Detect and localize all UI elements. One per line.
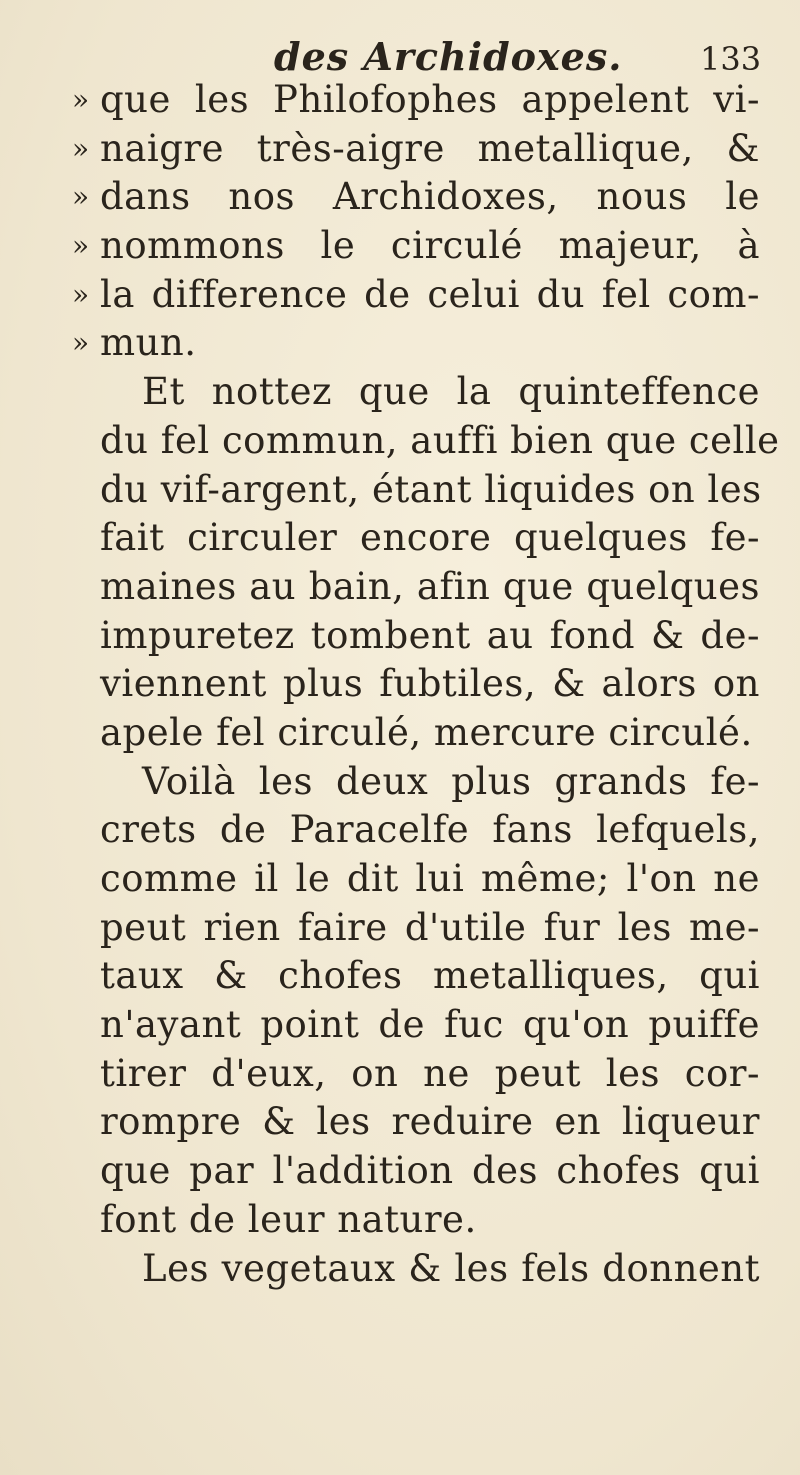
text-line: impuretez tombent au fond & de- <box>100 613 760 657</box>
quote-mark: » <box>72 229 90 263</box>
paragraph-first-line: Et nottez que la quinteffence <box>142 370 760 414</box>
text-line: maines au bain, afin que quelques <box>100 564 760 608</box>
text-line: viennent plus fubtiles, & alors on <box>100 662 760 706</box>
text-line: crets de Paracelfe fans lefquels, <box>100 808 760 852</box>
text-line: peut rien faire d'utile fur les me- <box>100 905 760 949</box>
text-line: comme il le dit lui même; l'on ne <box>100 857 760 900</box>
text-line: font de leur nature. <box>100 1197 477 1241</box>
text-line: » la difference de celui du fel com- <box>100 271 760 320</box>
quote-mark: » <box>72 180 90 214</box>
text-line: tirer d'eux, on ne peut les cor- <box>100 1051 760 1095</box>
quote-mark: » <box>72 277 90 311</box>
text-line: » que les Philofophes appelent vi- <box>100 76 760 125</box>
text-line: apele fel circulé, mercure circulé. <box>100 710 753 754</box>
running-title: des Archidoxes. <box>274 34 623 79</box>
quote-mark: » <box>72 83 90 116</box>
paragraph-first-line: Les vegetaux & les fels donnent <box>142 1246 760 1290</box>
text-line: que par l'addition des chofes qui <box>100 1149 760 1193</box>
text-line: » naigre très-aigre metallique, & <box>100 125 760 174</box>
text-line: » dans nos Archidoxes, nous le <box>100 173 760 222</box>
text-line: » mun. <box>100 319 760 368</box>
text-line: n'ayant point de fuc qu'on puiffe <box>100 1003 760 1047</box>
quote-mark: » <box>72 326 90 360</box>
quote-mark: » <box>72 131 90 165</box>
text-line: du vif-argent, étant liquides on les <box>100 467 762 511</box>
text-line: fait circuler encore quelques fe- <box>100 516 760 560</box>
text-line: rompre & les reduire en liqueur <box>100 1100 760 1144</box>
paragraph-first-line: Voilà les deux plus grands fe- <box>142 759 760 803</box>
text-line: taux & chofes metalliques, qui <box>100 954 760 998</box>
text-body <box>72 76 780 1293</box>
text-line: » nommons le circulé majeur, à <box>100 222 760 271</box>
text-line: du fel commun, auffi bien que celle <box>100 418 780 462</box>
page-number: 133 <box>700 40 762 78</box>
